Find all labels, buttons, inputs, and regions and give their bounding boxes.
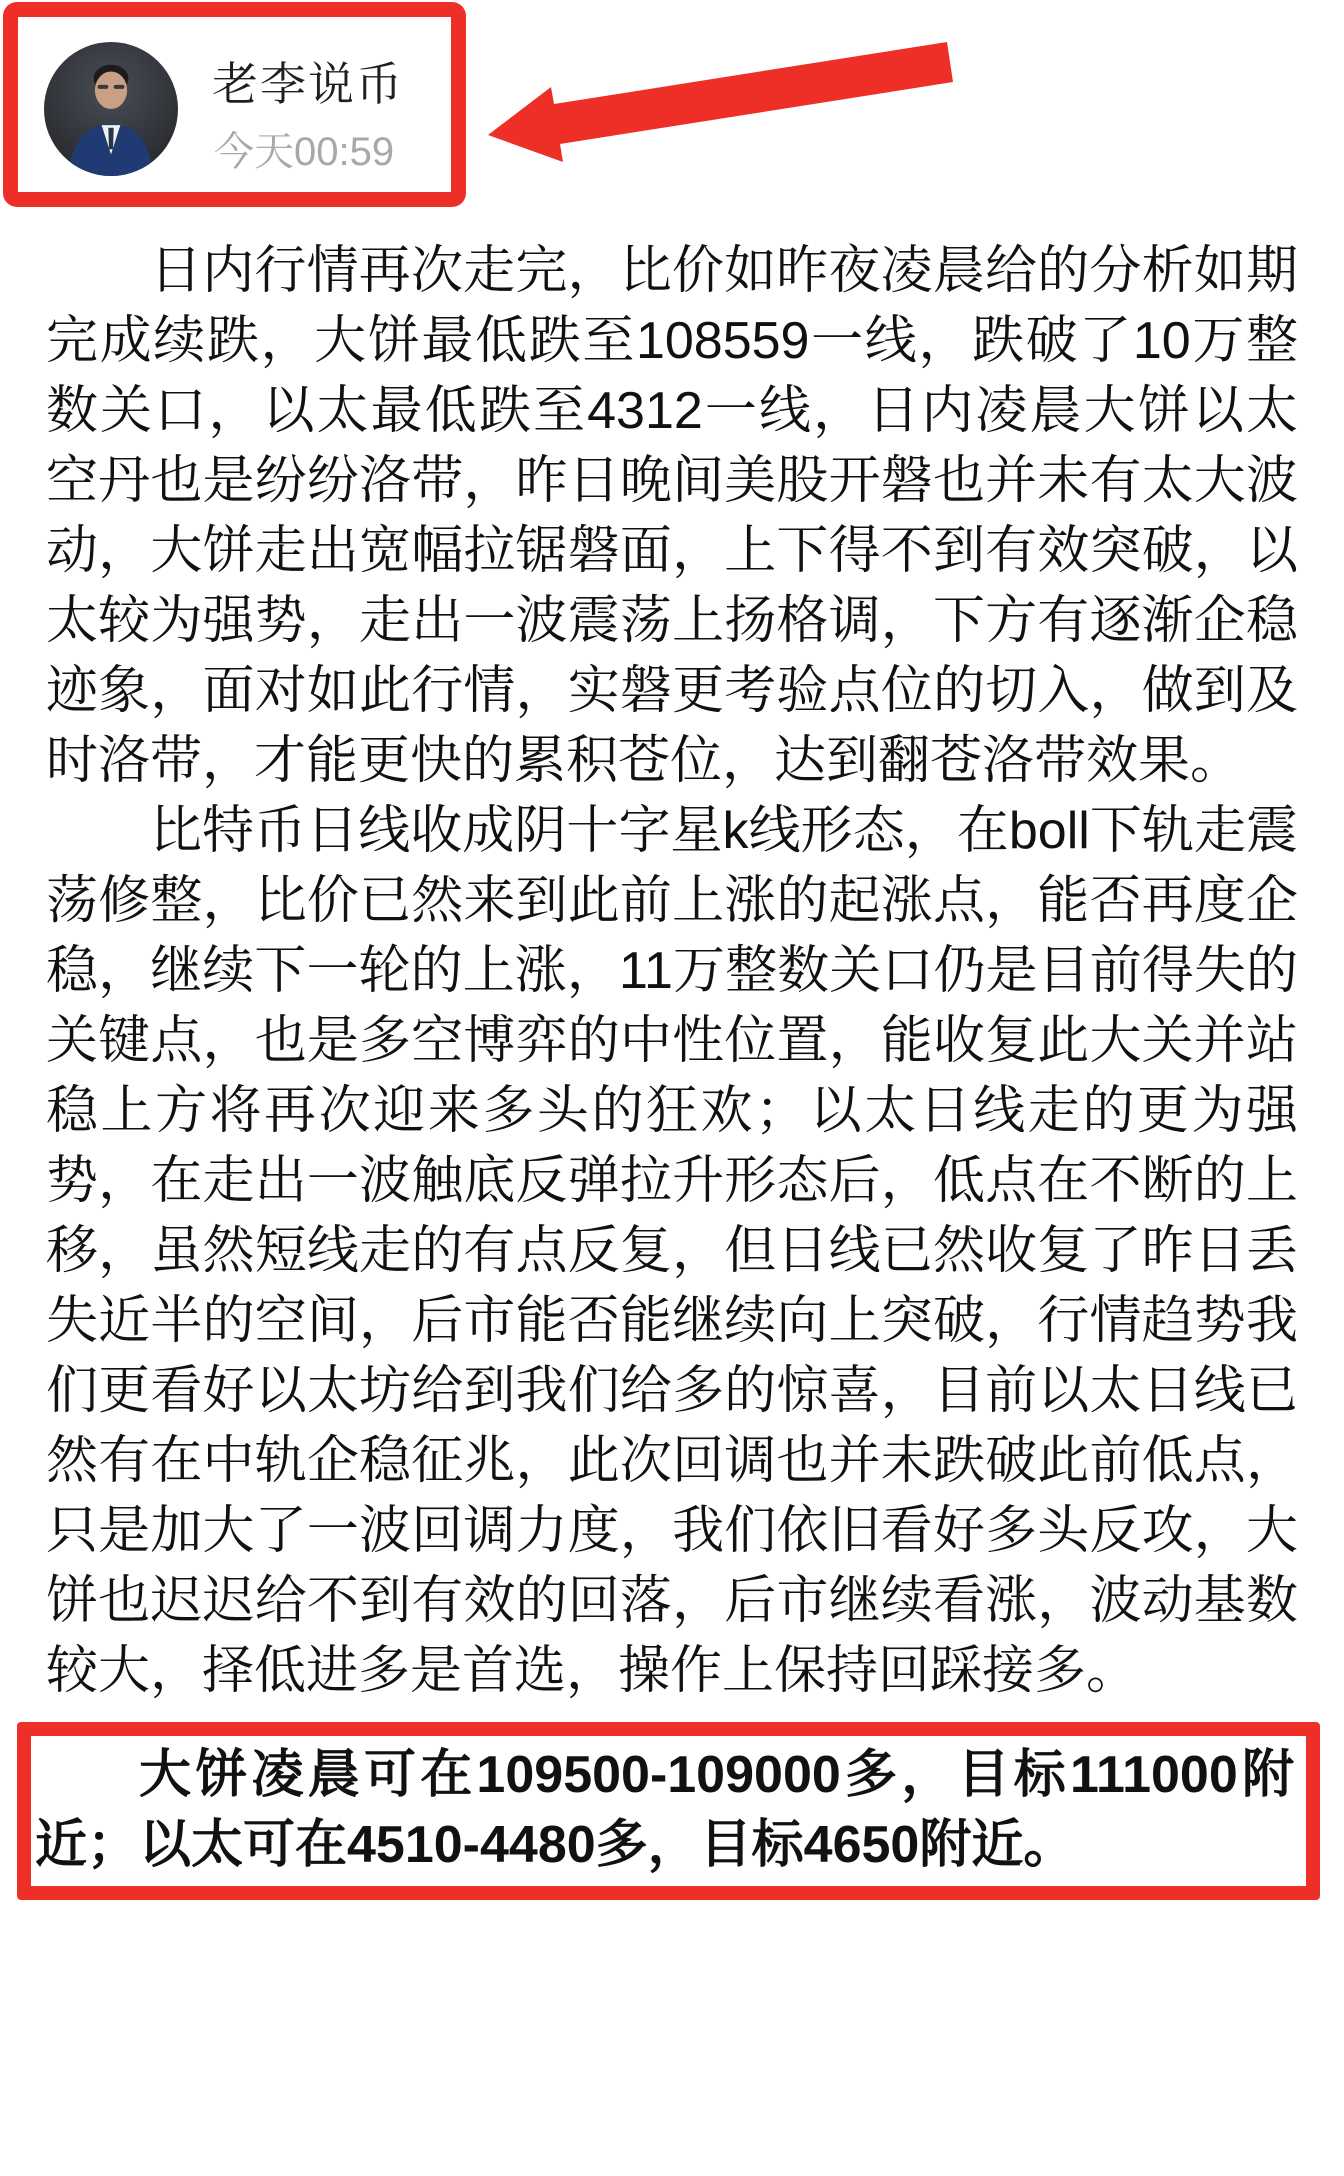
post-header	[0, 0, 1344, 226]
post-paragraph: 比特币日线收成阴十字星k线形态，在boll下轨走震荡修整，比价已然来到此前上涨的起涨点，能否再度企稳，继续下一轮的上涨，11万整数关口仍是目前得失的关键点，也是多空博弈的中性位置，能收复此大关并站稳上方将再次迎来多头的狂欢；以太日线走的更为强势，在走出一波触底反弹拉升形态后，低点在不断的上移，虽然短线走的有点反复，但日线已然收复了昨日丢失近半的空间，后市能否能继续向上突破，行情趋势我们更看好以太坊给到我们给多的惊喜，目前以太日线已然有在中轨企稳征兆，此次回调也并未跌破此前低点，只是加大了一波回调力度，我们依旧看好多头反攻，大饼也迟迟给不到有效的回落，后市继续看涨，波动基数较大，择低进多是首选，操作上保持回踩接多。	[46, 802, 1298, 1700]
avatar[interactable]	[44, 42, 178, 176]
timestamp: 今天00:59	[214, 130, 395, 174]
annotation-box-signal	[17, 1722, 1320, 1900]
signal-text: 大饼凌晨可在109500-109000多，目标111000附近；以太可在4510-4480多，目标4650附近。	[35, 1746, 1294, 1874]
username[interactable]: 老李说币	[212, 58, 404, 110]
post-body	[0, 226, 1344, 1706]
post-paragraph: 日内行情再次走完，比价如昨夜凌晨给的分析如期完成续跌，大饼最低跌至108559一线，跌破了10万整数关口，以太最低跌至4312一线，日内凌晨大饼以太空丹也是纷纷洛带，昨日晚间美股开磐也并未有太大波动，大饼走出宽幅拉锯磐面，上下得不到有效突破，以太较为强势，走出一波震荡上扬格调，下方有逐渐企稳迹象，面对如此行情，实磐更考验点位的切入，做到及时洛带，才能更快的累积苍位，达到翻苍洛带效果。	[46, 242, 1298, 790]
person-portrait-icon	[44, 42, 178, 176]
